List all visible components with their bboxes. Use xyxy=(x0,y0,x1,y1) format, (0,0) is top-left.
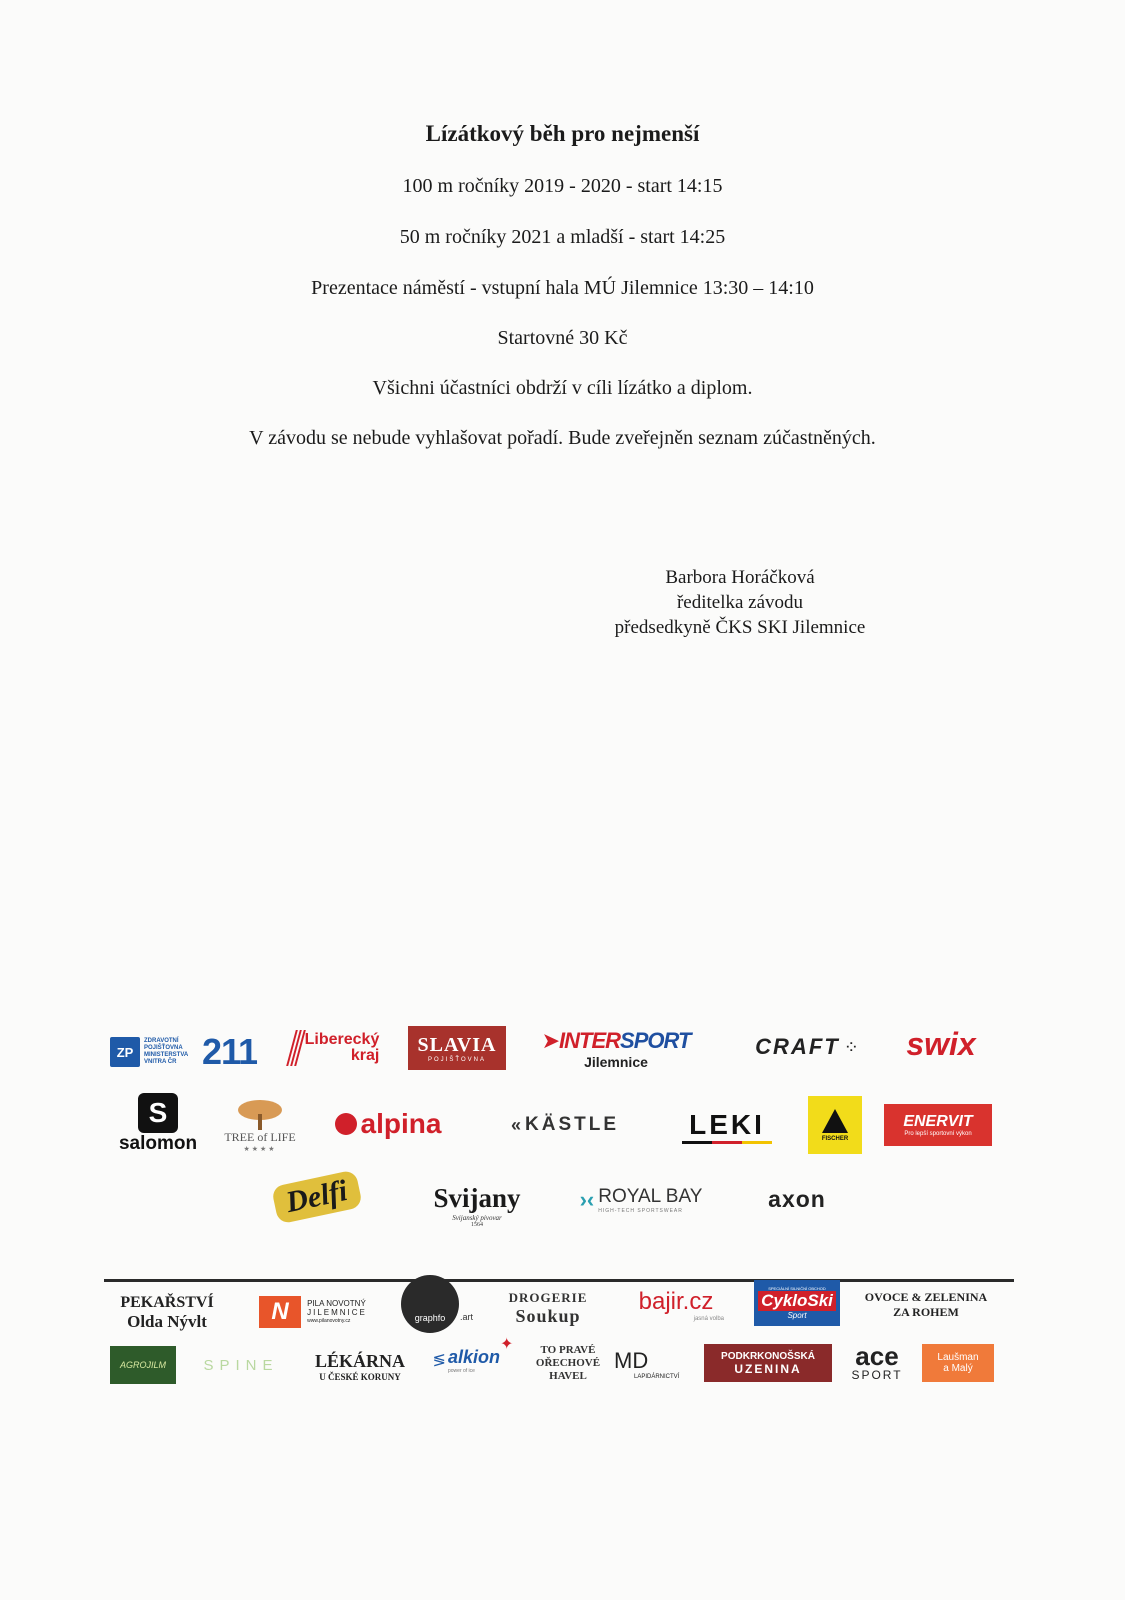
pila-novotny-logo xyxy=(248,1290,378,1334)
zp-number: 211 xyxy=(202,1031,258,1072)
alkion-name: alkion xyxy=(447,1346,500,1367)
alpina-name: alpina xyxy=(360,1108,442,1139)
intersport-logo xyxy=(526,1024,706,1074)
leki-stripe-icon xyxy=(682,1141,772,1144)
tree-of-life-logo xyxy=(218,1090,302,1160)
info-line-100m: 100 m ročníky 2019 - 2020 - start 14:15 xyxy=(402,175,723,197)
svijany-sub: Svijanský pivovar xyxy=(452,1213,502,1222)
drogerie-soukup-logo xyxy=(496,1286,600,1330)
liberecky-line1: Liberecký xyxy=(304,1031,380,1048)
royal-bay-logo xyxy=(568,1182,714,1218)
leki-name: LEKI xyxy=(689,1108,765,1140)
cyklo-ski-name: CykloSki xyxy=(758,1291,836,1311)
agrojilm-name: AGROJILM xyxy=(119,1360,166,1370)
info-line-presentation: Prezentace náměstí - vstupní hala MÚ Jilemnice 13:30 – 14:10 xyxy=(311,277,814,299)
slavia-logo xyxy=(408,1026,506,1070)
salomon-logo xyxy=(108,1090,208,1158)
svijany-name: Svijany xyxy=(433,1182,521,1213)
orechove-line3: HAVEL xyxy=(549,1369,587,1382)
spine-logo xyxy=(186,1354,296,1376)
md-sub: LAPIDÁRNICTVÍ xyxy=(634,1374,680,1380)
pila-line1: PILA NOVOTNÝ xyxy=(307,1298,366,1308)
ace-sport-logo xyxy=(844,1340,910,1386)
orechove-line1: TO PRAVÉ xyxy=(540,1343,596,1356)
pila-line2: JILEMNICE xyxy=(307,1307,367,1317)
craft-name: CRAFT xyxy=(755,1034,840,1059)
pila-n-icon: N xyxy=(259,1296,301,1328)
cyklo-ski-logo xyxy=(754,1280,840,1326)
swix-logo xyxy=(890,1022,992,1066)
leki-logo xyxy=(674,1104,780,1148)
signature-name: Barbora Horáčková xyxy=(665,567,815,588)
alpina-circle-icon xyxy=(335,1113,357,1135)
liberecky-kraj-logo xyxy=(280,1026,390,1070)
craft-dots-icon: ⁘ xyxy=(843,1036,859,1057)
ovoce-line2: ZA ROHEM xyxy=(893,1305,959,1319)
cyklo-ski-top: SPECIÁLNÍ SILNIČNÍ OBCHOD xyxy=(768,1286,826,1291)
graphfo-name: graphfo xyxy=(401,1275,459,1333)
craft-logo xyxy=(732,1030,882,1064)
svijany-year: 1564 xyxy=(471,1221,483,1228)
ace-line2: SPORT xyxy=(851,1368,903,1382)
axon-name: axon xyxy=(768,1185,826,1212)
lausman-line1: Laušman xyxy=(937,1352,979,1363)
info-line-50m: 50 m ročníky 2021 a mladší - start 14:25 xyxy=(399,226,726,248)
royal-bay-x-icon: ›‹ xyxy=(579,1187,595,1212)
alkion-bird-icon: ✦ xyxy=(500,1336,514,1353)
page-title: Lízátkový běh pro nejmenší xyxy=(425,121,700,146)
signature-role: ředitelka závodu xyxy=(676,592,804,613)
alpina-logo xyxy=(318,1104,458,1144)
zp-icon: ZP xyxy=(110,1037,140,1067)
royal-bay-sub: HIGH-TECH SPORTSWEAR xyxy=(598,1208,683,1214)
info-line-results: V závodu se nebude vyhlašovat pořadí. Bude zveřejněn seznam zúčastněných. xyxy=(249,427,876,449)
intersport-inter: INTER xyxy=(559,1028,621,1053)
delfi-logo xyxy=(262,1170,372,1224)
signature-block xyxy=(560,565,920,640)
tree-icon xyxy=(235,1098,285,1130)
tree-of-life-name: TREE of LIFE xyxy=(224,1129,296,1144)
lausman-maly-logo xyxy=(922,1344,994,1382)
uzenina-line1: PODKRKONOŠSKÁ xyxy=(721,1350,815,1362)
kastle-logo xyxy=(482,1110,648,1140)
kastle-name: KÄSTLE xyxy=(525,1114,619,1135)
royal-bay-name: ROYAL BAY xyxy=(598,1186,703,1207)
alkion-z-icon: ≶ xyxy=(432,1352,446,1369)
lausman-line2: a Malý xyxy=(943,1363,973,1374)
sponsor-divider xyxy=(104,1279,1014,1282)
slavia-name: SLAVIA xyxy=(417,1033,497,1056)
agrojilm-logo xyxy=(110,1346,176,1384)
orechove-line2: OŘECHOVÉ xyxy=(535,1356,601,1369)
lekarna-line2: U ČESKÉ KORUNY xyxy=(319,1371,401,1382)
liberecky-stripes-icon xyxy=(291,1030,301,1066)
spine-name: SPINE xyxy=(203,1356,279,1374)
ovoce-zelenina-logo xyxy=(856,1286,996,1324)
slavia-sub: POJIŠŤOVNA xyxy=(427,1056,486,1063)
intersport-city: Jilemnice xyxy=(584,1054,648,1070)
delfi-name: Delfi xyxy=(271,1170,363,1225)
salomon-s-icon: S xyxy=(138,1093,178,1133)
fischer-triangle-icon xyxy=(822,1109,848,1133)
salomon-name: salomon xyxy=(118,1133,198,1154)
axon-logo xyxy=(754,1184,840,1214)
podkrkonosska-uzenina-logo xyxy=(704,1344,832,1382)
pekarstvi-line1: PEKAŘSTVÍ xyxy=(120,1294,214,1311)
svijany-logo xyxy=(422,1170,532,1240)
enervit-logo xyxy=(884,1104,992,1146)
graphfo-suffix: .art xyxy=(459,1312,473,1322)
fischer-logo xyxy=(808,1096,862,1154)
intersport-arrow-icon: ➤ xyxy=(541,1028,560,1053)
bajir-logo xyxy=(628,1282,724,1328)
drogerie-line2: Soukup xyxy=(515,1305,581,1326)
graphfo-logo xyxy=(392,1272,482,1336)
bajir-name: bajir.cz xyxy=(638,1288,714,1315)
orechove-havel-logo xyxy=(532,1340,604,1386)
lekarna-logo xyxy=(308,1346,412,1386)
fischer-name: FISCHER xyxy=(821,1135,849,1142)
alkion-logo xyxy=(420,1334,526,1386)
cyklo-ski-sub: Sport xyxy=(787,1311,807,1320)
enervit-sub: Pro lepší sportovní výkon xyxy=(904,1131,972,1137)
uzenina-line2: UZENINA xyxy=(734,1361,802,1376)
bajir-sub: jasná volba xyxy=(693,1316,724,1322)
drogerie-line1: DROGERIE xyxy=(508,1289,588,1305)
zp-text: ZDRAVOTNÍ POJIŠŤOVNA MINISTERSTVA VNITRA ČR xyxy=(144,1038,189,1065)
pila-line3: www.pilanovotny.cz xyxy=(307,1317,351,1324)
info-line-prizes: Všichni účastníci obdrží v cíli lízátko a diplom. xyxy=(372,377,753,399)
enervit-name: ENERVIT xyxy=(903,1113,973,1130)
ovoce-line1: OVOCE & ZELENINA xyxy=(864,1290,988,1304)
intersport-sport: SPORT xyxy=(620,1028,691,1053)
kastle-chevron-icon: « xyxy=(510,1114,521,1135)
zp211-logo xyxy=(110,1030,270,1074)
swix-name: swix xyxy=(906,1025,976,1062)
ace-line1: ace xyxy=(855,1341,899,1371)
md-mark: MD xyxy=(614,1348,649,1373)
alkion-sub: power of ice xyxy=(447,1367,475,1374)
pekarstvi-logo xyxy=(108,1290,226,1336)
pekarstvi-line2: Olda Nývlt xyxy=(127,1312,207,1331)
md-lapidarnictvi-logo xyxy=(614,1344,690,1384)
liberecky-line2: kraj xyxy=(350,1047,380,1064)
info-line-fee: Startovné 30 Kč xyxy=(497,327,628,349)
signature-organization: předsedkyně ČKS SKI Jilemnice xyxy=(614,617,866,638)
tree-of-life-stars: ★★★★ xyxy=(243,1144,277,1153)
lekarna-line1: LÉKÁRNA xyxy=(314,1350,405,1371)
